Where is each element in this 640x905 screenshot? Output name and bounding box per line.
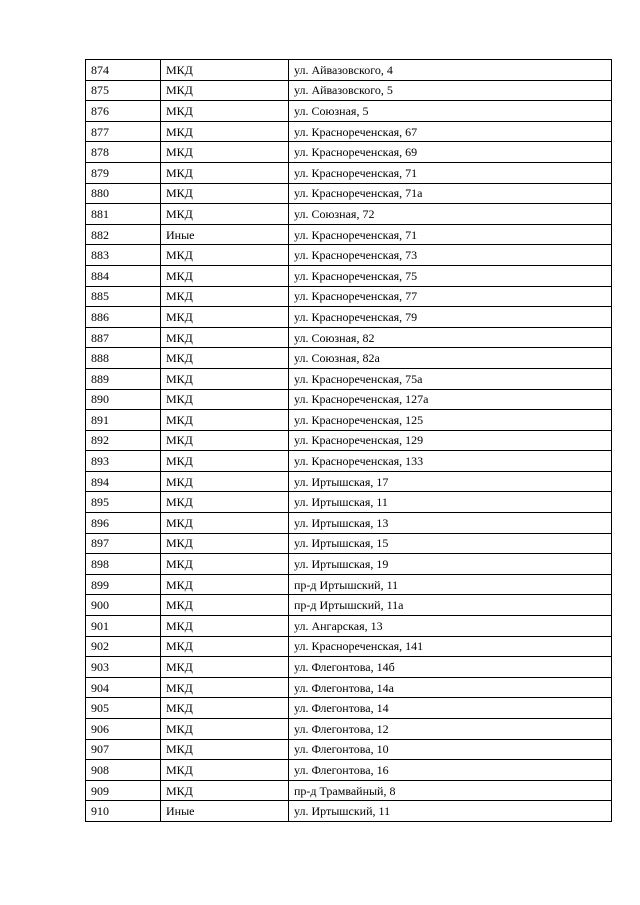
object-type-cell: МКД — [161, 677, 289, 698]
address-cell: ул. Краснореченская, 129 — [289, 430, 612, 451]
object-type-cell: МКД — [161, 719, 289, 740]
object-type-cell: МКД — [161, 245, 289, 266]
object-type-cell: МКД — [161, 595, 289, 616]
table-row — [86, 595, 612, 616]
object-type-cell: МКД — [161, 492, 289, 513]
row-number-cell: 877 — [86, 121, 161, 142]
row-number-cell: 881 — [86, 204, 161, 225]
table-row — [86, 780, 612, 801]
table-row — [86, 327, 612, 348]
address-cell: ул. Флегонтова, 14б — [289, 657, 612, 678]
table-row — [86, 513, 612, 534]
address-cell: ул. Флегонтова, 16 — [289, 760, 612, 781]
address-cell: ул. Краснореченская, 67 — [289, 121, 612, 142]
table-row — [86, 101, 612, 122]
object-type-cell: МКД — [161, 533, 289, 554]
table-row — [86, 677, 612, 698]
table-row — [86, 162, 612, 183]
object-type-cell: МКД — [161, 739, 289, 760]
object-type-cell: Иные — [161, 801, 289, 822]
table-row — [86, 801, 612, 822]
address-cell: ул. Краснореченская, 73 — [289, 245, 612, 266]
table-row — [86, 368, 612, 389]
row-number-cell: 902 — [86, 636, 161, 657]
table-row — [86, 533, 612, 554]
row-number-cell: 890 — [86, 389, 161, 410]
table-row — [86, 616, 612, 637]
address-cell: ул. Айвазовского, 4 — [289, 60, 612, 81]
address-cell: ул. Краснореченская, 141 — [289, 636, 612, 657]
address-cell: ул. Флегонтова, 12 — [289, 719, 612, 740]
address-cell: ул. Союзная, 82а — [289, 348, 612, 369]
address-cell: ул. Иртышский, 11 — [289, 801, 612, 822]
object-type-cell: МКД — [161, 368, 289, 389]
row-number-cell: 894 — [86, 471, 161, 492]
object-type-cell: МКД — [161, 616, 289, 637]
address-cell: ул. Иртышская, 17 — [289, 471, 612, 492]
table-row — [86, 739, 612, 760]
row-number-cell: 903 — [86, 657, 161, 678]
object-type-cell: МКД — [161, 162, 289, 183]
table-row — [86, 698, 612, 719]
address-cell: ул. Краснореченская, 75а — [289, 368, 612, 389]
row-number-cell: 905 — [86, 698, 161, 719]
address-cell: ул. Краснореченская, 69 — [289, 142, 612, 163]
row-number-cell: 883 — [86, 245, 161, 266]
address-cell: ул. Краснореченская, 71 — [289, 224, 612, 245]
address-cell: ул. Краснореченская, 125 — [289, 410, 612, 431]
table-row — [86, 451, 612, 472]
row-number-cell: 901 — [86, 616, 161, 637]
object-type-cell: МКД — [161, 574, 289, 595]
object-type-cell: МКД — [161, 204, 289, 225]
object-type-cell: МКД — [161, 780, 289, 801]
row-number-cell: 875 — [86, 80, 161, 101]
row-number-cell: 884 — [86, 265, 161, 286]
row-number-cell: 882 — [86, 224, 161, 245]
address-cell: ул. Краснореченская, 71 — [289, 162, 612, 183]
table-row — [86, 471, 612, 492]
row-number-cell: 887 — [86, 327, 161, 348]
table-row — [86, 348, 612, 369]
object-type-cell: МКД — [161, 265, 289, 286]
row-number-cell: 899 — [86, 574, 161, 595]
object-type-cell: МКД — [161, 286, 289, 307]
row-number-cell: 896 — [86, 513, 161, 534]
row-number-cell: 897 — [86, 533, 161, 554]
address-cell: ул. Флегонтова, 14 — [289, 698, 612, 719]
object-type-cell: МКД — [161, 698, 289, 719]
table-row — [86, 410, 612, 431]
row-number-cell: 898 — [86, 554, 161, 575]
row-number-cell: 876 — [86, 101, 161, 122]
row-number-cell: 880 — [86, 183, 161, 204]
table-row — [86, 245, 612, 266]
object-type-cell: МКД — [161, 430, 289, 451]
address-cell: ул. Краснореченская, 77 — [289, 286, 612, 307]
table-row — [86, 430, 612, 451]
row-number-cell: 893 — [86, 451, 161, 472]
table-row — [86, 554, 612, 575]
object-type-cell: МКД — [161, 327, 289, 348]
row-number-cell: 892 — [86, 430, 161, 451]
object-type-cell: МКД — [161, 101, 289, 122]
table-row — [86, 142, 612, 163]
object-type-cell: Иные — [161, 224, 289, 245]
row-number-cell: 885 — [86, 286, 161, 307]
address-cell: ул. Союзная, 5 — [289, 101, 612, 122]
object-type-cell: МКД — [161, 121, 289, 142]
row-number-cell: 878 — [86, 142, 161, 163]
table-row — [86, 657, 612, 678]
table-row — [86, 60, 612, 81]
address-cell: ул. Краснореченская, 127а — [289, 389, 612, 410]
object-type-cell: МКД — [161, 142, 289, 163]
object-type-cell: МКД — [161, 183, 289, 204]
address-cell: ул. Флегонтова, 14а — [289, 677, 612, 698]
table-row — [86, 121, 612, 142]
table-row — [86, 204, 612, 225]
row-number-cell: 904 — [86, 677, 161, 698]
table-row — [86, 307, 612, 328]
row-number-cell: 879 — [86, 162, 161, 183]
address-cell: пр-д Трамвайный, 8 — [289, 780, 612, 801]
table-row — [86, 265, 612, 286]
table-row — [86, 389, 612, 410]
row-number-cell: 889 — [86, 368, 161, 389]
row-number-cell: 906 — [86, 719, 161, 740]
row-number-cell: 874 — [86, 60, 161, 81]
address-cell: ул. Иртышская, 11 — [289, 492, 612, 513]
object-type-cell: МКД — [161, 636, 289, 657]
registry-table-body — [86, 60, 612, 822]
address-cell: ул. Иртышская, 13 — [289, 513, 612, 534]
row-number-cell: 907 — [86, 739, 161, 760]
address-cell: ул. Ангарская, 13 — [289, 616, 612, 637]
object-type-cell: МКД — [161, 513, 289, 534]
address-cell: ул. Айвазовского, 5 — [289, 80, 612, 101]
table-row — [86, 574, 612, 595]
object-type-cell: МКД — [161, 471, 289, 492]
object-type-cell: МКД — [161, 760, 289, 781]
address-cell: ул. Краснореченская, 133 — [289, 451, 612, 472]
table-row — [86, 719, 612, 740]
object-type-cell: МКД — [161, 307, 289, 328]
row-number-cell: 886 — [86, 307, 161, 328]
table-row — [86, 760, 612, 781]
table-row — [86, 492, 612, 513]
object-type-cell: МКД — [161, 554, 289, 575]
row-number-cell: 910 — [86, 801, 161, 822]
object-type-cell: МКД — [161, 80, 289, 101]
address-cell: ул. Союзная, 82 — [289, 327, 612, 348]
address-cell: ул. Иртышская, 15 — [289, 533, 612, 554]
address-registry-table — [85, 59, 612, 822]
table-row — [86, 636, 612, 657]
row-number-cell: 909 — [86, 780, 161, 801]
address-cell: ул. Краснореченская, 79 — [289, 307, 612, 328]
table-row — [86, 183, 612, 204]
object-type-cell: МКД — [161, 389, 289, 410]
object-type-cell: МКД — [161, 348, 289, 369]
row-number-cell: 908 — [86, 760, 161, 781]
table-row — [86, 80, 612, 101]
address-cell: ул. Союзная, 72 — [289, 204, 612, 225]
object-type-cell: МКД — [161, 451, 289, 472]
address-cell: ул. Краснореченская, 75 — [289, 265, 612, 286]
address-cell: пр-д Иртышский, 11 — [289, 574, 612, 595]
row-number-cell: 895 — [86, 492, 161, 513]
address-cell: ул. Краснореченская, 71а — [289, 183, 612, 204]
object-type-cell: МКД — [161, 410, 289, 431]
object-type-cell: МКД — [161, 657, 289, 678]
address-cell: ул. Флегонтова, 10 — [289, 739, 612, 760]
row-number-cell: 891 — [86, 410, 161, 431]
object-type-cell: МКД — [161, 60, 289, 81]
row-number-cell: 900 — [86, 595, 161, 616]
row-number-cell: 888 — [86, 348, 161, 369]
table-row — [86, 286, 612, 307]
address-cell: ул. Иртышская, 19 — [289, 554, 612, 575]
table-row — [86, 224, 612, 245]
address-cell: пр-д Иртышский, 11а — [289, 595, 612, 616]
